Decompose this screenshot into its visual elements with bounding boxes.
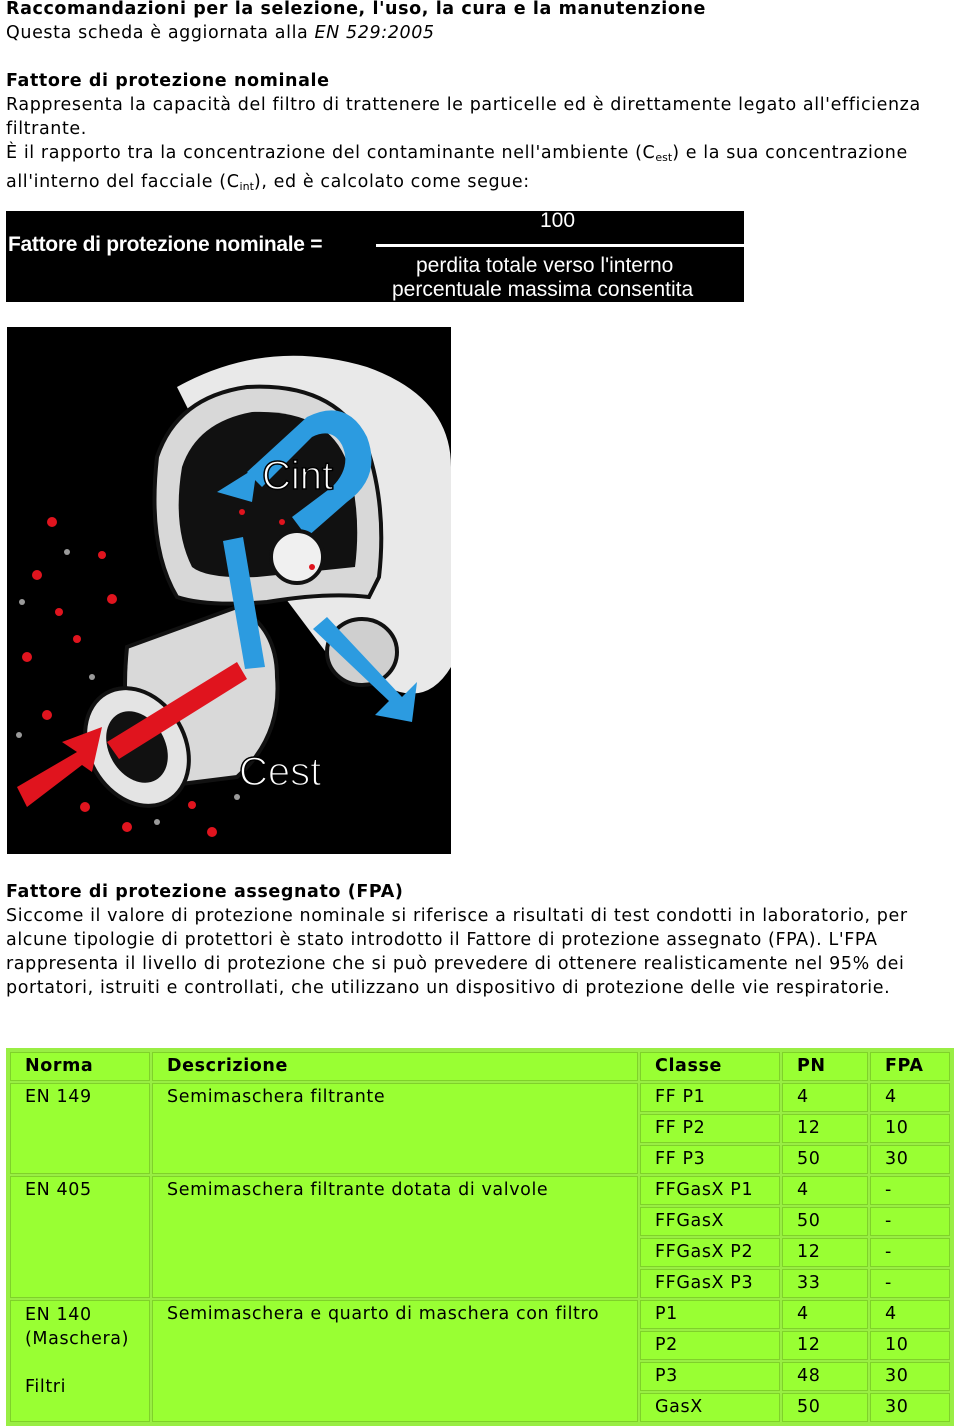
cell-descrizione: Semimaschera filtrante bbox=[152, 1083, 638, 1174]
heading-assigned-factor: Fattore di protezione assegnato (FPA) bbox=[6, 882, 404, 902]
formula-banner bbox=[6, 211, 744, 302]
sub-est: est bbox=[655, 151, 673, 164]
cell-norma bbox=[10, 1300, 150, 1422]
col-header-fpa: FPA bbox=[870, 1052, 950, 1081]
cell-classe: FF P2 bbox=[640, 1114, 780, 1143]
cell-fpa: - bbox=[870, 1207, 950, 1236]
ratio-text-c: ), ed è calcolato come segue: bbox=[253, 172, 530, 192]
table-row bbox=[10, 1176, 950, 1205]
page-subtitle bbox=[6, 21, 946, 45]
mask-illustration bbox=[7, 327, 451, 854]
table-row bbox=[10, 1300, 950, 1329]
cell-fpa: 30 bbox=[870, 1145, 950, 1174]
formula-denominator-line1: perdita totale verso l'interno bbox=[416, 254, 674, 277]
cell-fpa: 10 bbox=[870, 1331, 950, 1360]
ratio-text-b: ) e la sua concentrazione all'interno del facciale (C bbox=[6, 143, 908, 192]
paragraph-nominal-ratio bbox=[6, 141, 946, 199]
cell-pn: 33 bbox=[782, 1269, 868, 1298]
cell-classe: FFGasX P1 bbox=[640, 1176, 780, 1205]
formula-numerator: 100 bbox=[540, 209, 576, 232]
cell-classe: P1 bbox=[640, 1300, 780, 1329]
sub-int: int bbox=[239, 180, 254, 193]
cell-norma: EN 405 bbox=[10, 1176, 150, 1298]
norma-line2: (Maschera) bbox=[25, 1329, 129, 1349]
ratio-text-a: È il rapporto tra la concentrazione del contaminante nell'ambiente (C bbox=[6, 143, 656, 163]
cell-fpa: 10 bbox=[870, 1114, 950, 1143]
label-c-int: Cint bbox=[262, 454, 334, 498]
cell-pn: 4 bbox=[782, 1083, 868, 1112]
cell-pn: 12 bbox=[782, 1238, 868, 1267]
col-header-classe: Classe bbox=[640, 1052, 780, 1081]
cell-norma: EN 149 bbox=[10, 1083, 150, 1174]
formula-lhs: Fattore di protezione nominale = bbox=[8, 233, 323, 256]
cell-classe: GasX bbox=[640, 1393, 780, 1422]
col-header-norma: Norma bbox=[10, 1052, 150, 1081]
paragraph-nominal-definition: Rappresenta la capacità del filtro di trattenere le particelle ed è direttamente legato all'efficienza filtrante. bbox=[6, 95, 921, 139]
cell-classe: FF P3 bbox=[640, 1145, 780, 1174]
cell-classe: FFGasX P2 bbox=[640, 1238, 780, 1267]
cell-pn: 4 bbox=[782, 1176, 868, 1205]
cell-classe: FFGasX bbox=[640, 1207, 780, 1236]
cell-fpa: 4 bbox=[870, 1300, 950, 1329]
norma-spacer bbox=[25, 1351, 149, 1375]
cell-fpa: - bbox=[870, 1176, 950, 1205]
cell-fpa: 4 bbox=[870, 1083, 950, 1112]
cell-descrizione: Semimaschera filtrante dotata di valvole bbox=[152, 1176, 638, 1298]
paragraph-assigned-factor: Siccome il valore di protezione nominale si riferisce a risultati di test condotti in laboratorio, per alcune tipologie di protettori è stato introdotto il Fattore di protezione assegnato (FPA). L'FPA rappresenta il livello di protezione che si può prevedere di ottenere realisticamente nel 95% dei portatori, istruiti e controllati, che utilizzano un dispositivo di protezione delle vie respiratorie. bbox=[6, 906, 908, 998]
cell-classe: FFGasX P3 bbox=[640, 1269, 780, 1298]
cell-descrizione: Semimaschera e quarto di maschera con filtro bbox=[152, 1300, 638, 1422]
cell-pn: 4 bbox=[782, 1300, 868, 1329]
cell-fpa: 30 bbox=[870, 1393, 950, 1422]
cell-pn: 50 bbox=[782, 1145, 868, 1174]
table-row bbox=[10, 1083, 950, 1112]
cell-pn: 50 bbox=[782, 1207, 868, 1236]
cell-classe: P2 bbox=[640, 1331, 780, 1360]
cell-pn: 50 bbox=[782, 1393, 868, 1422]
cell-pn: 12 bbox=[782, 1114, 868, 1143]
protection-factor-table bbox=[6, 1048, 954, 1426]
cell-pn: 12 bbox=[782, 1331, 868, 1360]
col-header-descrizione: Descrizione bbox=[152, 1052, 638, 1081]
page-title: Raccomandazioni per la selezione, l'uso, la cura e la manutenzione bbox=[6, 0, 707, 19]
cell-pn: 48 bbox=[782, 1362, 868, 1391]
cell-fpa: - bbox=[870, 1238, 950, 1267]
subtitle-norm: EN 529:2005 bbox=[314, 23, 435, 43]
col-header-pn: PN bbox=[782, 1052, 868, 1081]
cell-fpa: 30 bbox=[870, 1362, 950, 1391]
formula-denominator-line2: percentuale massima consentita bbox=[392, 278, 694, 301]
cell-classe: P3 bbox=[640, 1362, 780, 1391]
subtitle-prefix: Questa scheda è aggiornata alla bbox=[6, 23, 315, 43]
cell-fpa: - bbox=[870, 1269, 950, 1298]
cell-classe: FF P1 bbox=[640, 1083, 780, 1112]
norma-line3: Filtri bbox=[25, 1377, 67, 1397]
table-header-row bbox=[10, 1052, 950, 1081]
heading-nominal-factor: Fattore di protezione nominale bbox=[6, 71, 330, 91]
label-c-est: Cest bbox=[239, 750, 322, 794]
norma-line1: EN 140 bbox=[25, 1305, 92, 1325]
formula-fraction-bar bbox=[376, 244, 744, 247]
